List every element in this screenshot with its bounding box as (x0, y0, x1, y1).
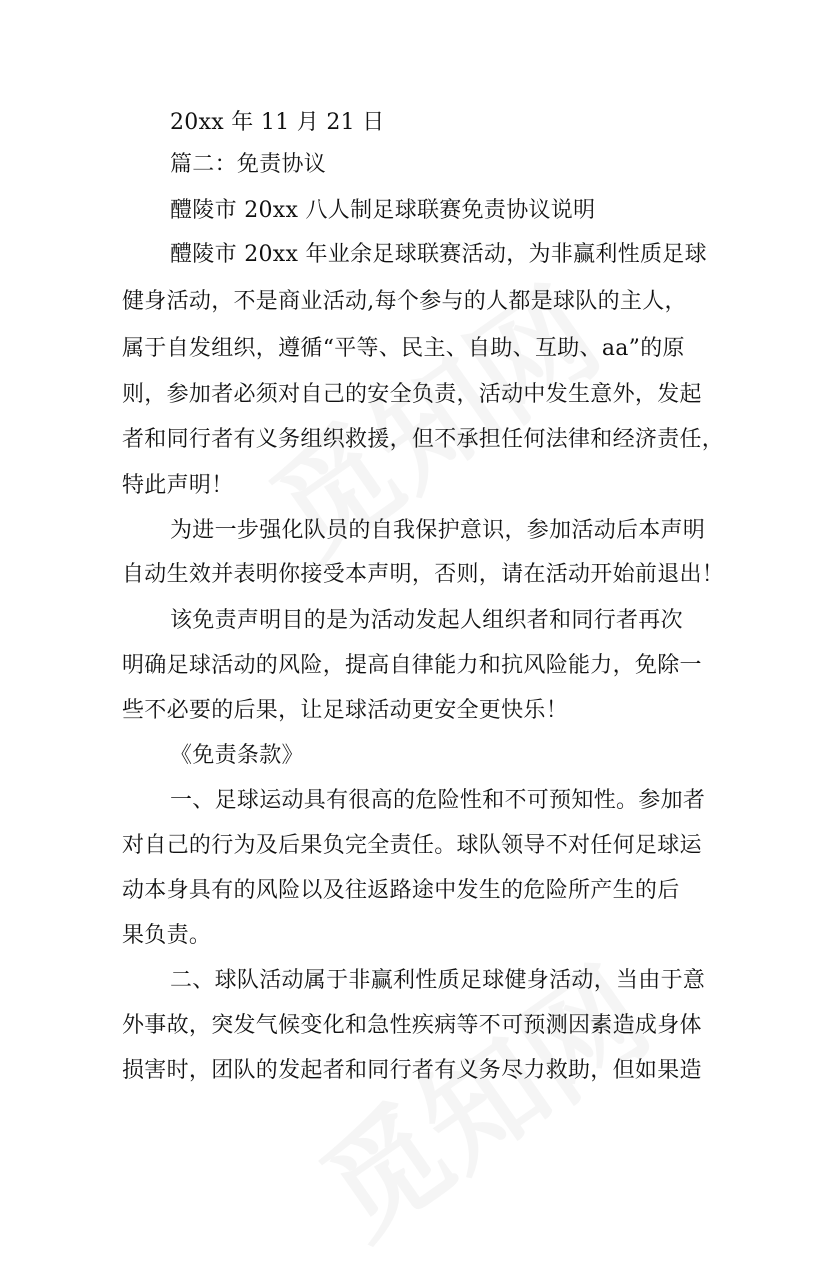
paragraph-line: 特此声明！ (122, 473, 234, 498)
clause-line: 对自己的行为及后果负完全责任。球队领导不对任何足球运 (122, 833, 702, 858)
paragraph-line: 健身活动，不是商业活动,每个参与的人都是球队的主人， (122, 289, 687, 314)
paragraph-line: 醴陵市 20xx 年业余足球联赛活动，为非赢利性质足球 (170, 242, 707, 267)
section-heading: 篇二：免责协议 (170, 152, 327, 177)
paragraph-line: 该免责声明目的是为活动发起人组织者和同行者再次 (170, 608, 683, 633)
document-title: 醴陵市 20xx 八人制足球联赛免责协议说明 (170, 198, 596, 223)
paragraph-line: 者和同行者有义务组织救援，但不承担任何法律和经济责任， (122, 427, 725, 452)
clause-line: 一、足球运动具有很高的危险性和不可预知性。参加者 (170, 788, 706, 813)
clause-line: 损害时，团队的发起者和同行者有义务尽力救助，但如果造 (122, 1058, 702, 1083)
paragraph-line: 为进一步强化队员的自我保护意识，参加活动后本声明 (170, 518, 706, 543)
clause-line: 动本身具有的风险以及往返路途中发生的危险所产生的后 (122, 878, 680, 903)
paragraph-line: 则，参加者必须对自己的安全负责，活动中发生意外，发起 (122, 382, 702, 407)
paragraph-line: 些不必要的后果，让足球活动更安全更快乐！ (122, 698, 569, 723)
paragraph-line: 属于自发组织，遵循“平等、民主、自助、互助、aa”的原 (122, 336, 685, 361)
clause-line: 外事故，突发气候变化和急性疾病等不可预测因素造成身体 (122, 1013, 702, 1038)
date-line: 20xx 年 11 月 21 日 (170, 110, 385, 135)
clause-line: 二、球队活动属于非赢利性质足球健身活动，当由于意 (170, 968, 706, 993)
paragraph-line: 明确足球活动的风险，提高自律能力和抗风险能力，免除一 (122, 653, 702, 678)
clause-line: 果负责。 (122, 923, 212, 948)
clause-heading: 《免责条款》 (170, 743, 304, 768)
paragraph-line: 自动生效并表明你接受本声明，否则，请在活动开始前退出！ (122, 562, 725, 587)
